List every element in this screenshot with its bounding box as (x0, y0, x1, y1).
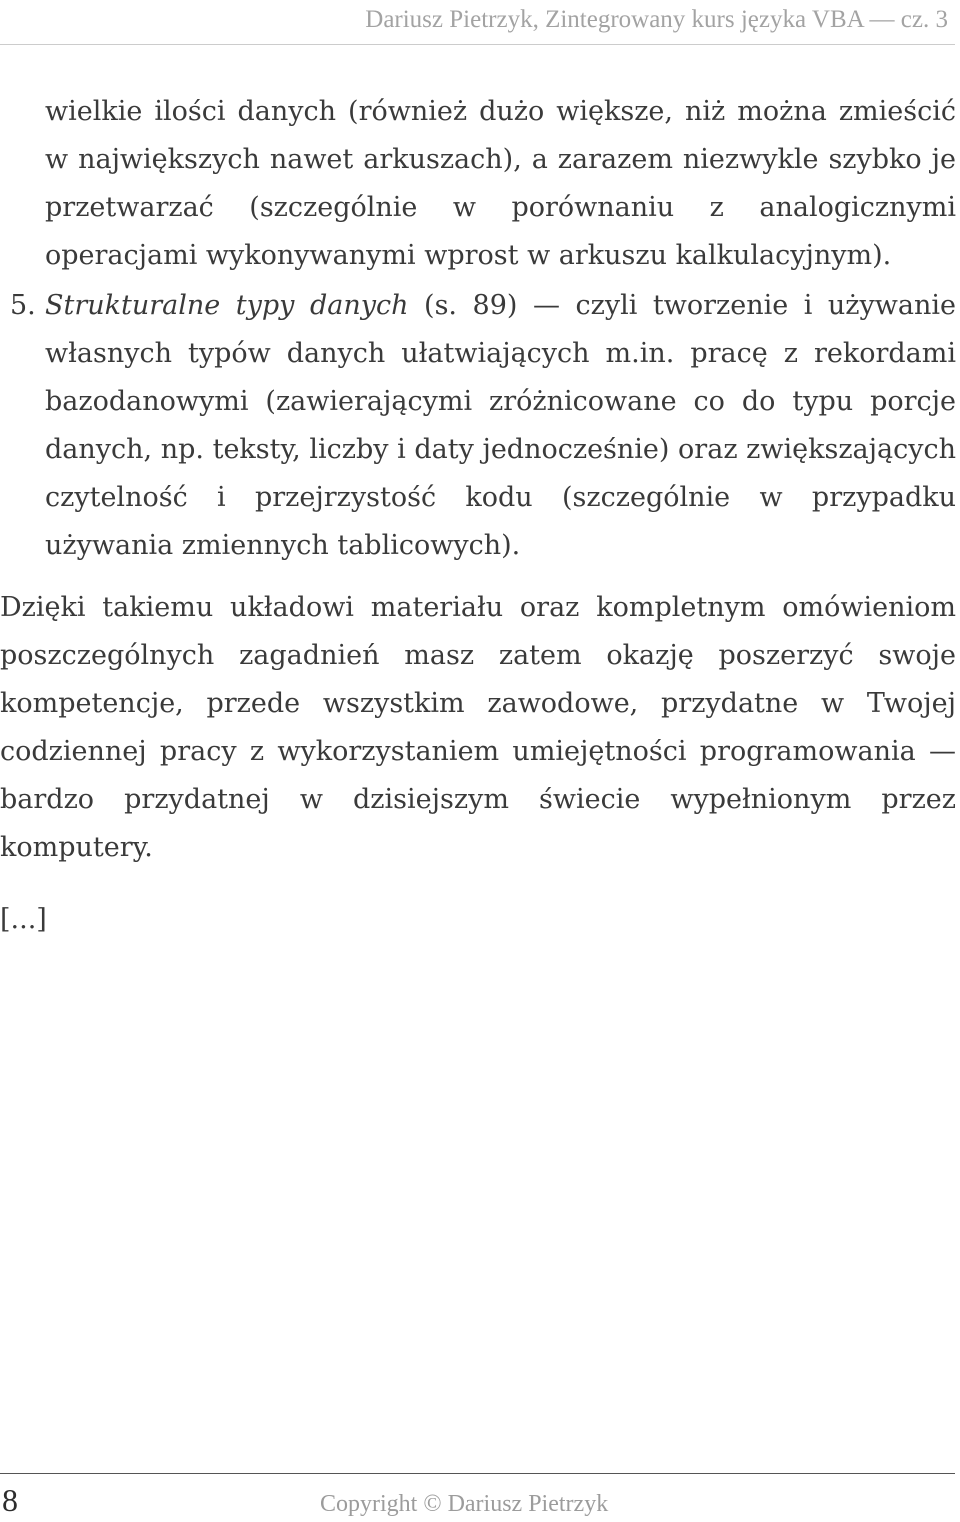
main-paragraph: Dzięki takiemu układowi materiału oraz kompletnym omówieniom poszczególnych zagadnień masz zatem okazję poszerzyć swoje kompetencje, przede wszystkim zawodowe, przydatne w Twojej codziennej pracy z wykorzystaniem umiejętności programowania — bardzo przydatnej w dzisiejszym świecie wypełnionym przez komputery. (0, 592, 956, 863)
footer-divider (0, 1473, 955, 1474)
list-item-number: 5. (10, 290, 36, 321)
page-body (0, 88, 956, 944)
page-number: 8 (2, 1482, 18, 1518)
omission-mark: [...] (0, 904, 47, 935)
header-divider (0, 44, 955, 45)
list-item-text: (s. 89) — czyli tworzenie i używanie własnych typów danych ułatwiających m.in. pracę z rekordami bazodanowymi (zawierającymi zróżnicowane co do typu porcje danych, np. teksty, liczby i daty jednocześnie) oraz zwiększających czytelność i przejrzystość kodu (szczególnie w przypadku używania zmiennych tablicowych). (45, 290, 957, 561)
running-header: Dariusz Pietrzyk, Zintegrowany kurs języka VBA — cz. 3 (365, 6, 948, 33)
list-item-5 (0, 282, 956, 570)
list-item-title: Strukturalne typy danych (45, 290, 409, 321)
continuation-paragraph: wielkie ilości danych (również dużo większe, niż można zmieścić w największych nawet arkuszach), a zarazem niezwykle szybko je przetwarzać (szczególnie w porównaniu z analogicznymi operacjami wykonywanymi wprost w arkuszu kalkulacyjnym). (45, 96, 956, 271)
copyright-notice: Copyright © Dariusz Pietrzyk (320, 1491, 609, 1517)
